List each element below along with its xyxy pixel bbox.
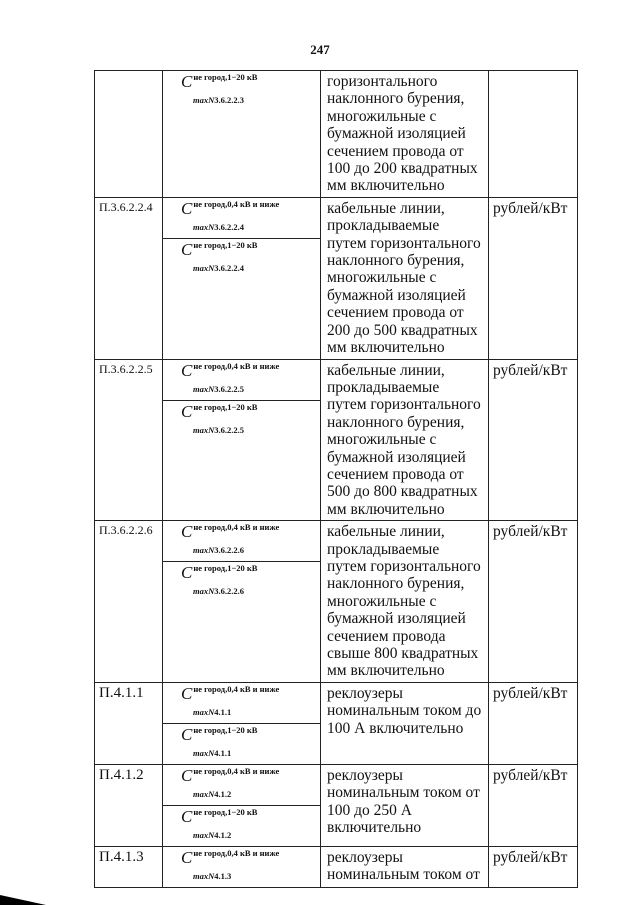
- formula-subscript-number: 3.6.2.2.5: [214, 424, 244, 435]
- formula-superscript: не город,1−20 кВ: [193, 724, 258, 735]
- formula-cell: [163, 359, 321, 521]
- formula-letter: C: [181, 806, 193, 826]
- formula-subscript-var: maxN: [193, 424, 215, 435]
- formula-subscript-var: maxN: [193, 545, 215, 556]
- formula-line: [181, 848, 316, 866]
- formula-subscript-var: maxN: [193, 95, 215, 105]
- formula-subscript-number: 3.6.2.2.6: [214, 586, 244, 597]
- formula-superscript: не город,0,4 кВ и ниже: [193, 847, 280, 858]
- row-unit: рублей/кВт: [489, 521, 578, 683]
- formula-subscript-var: maxN: [193, 747, 215, 758]
- formula: [163, 521, 320, 561]
- formula-subscript: [193, 95, 244, 105]
- table-row: [95, 521, 578, 683]
- formula-line: [181, 807, 316, 825]
- formula-superscript: не город,1−20 кВ: [193, 72, 258, 82]
- formula-subscript: [193, 384, 244, 394]
- formula-superscript: не город,0,4 кВ и ниже: [193, 522, 280, 533]
- formula-subscript-number: 3.6.2.2.4: [214, 262, 244, 273]
- formula-subscript-number: 3.6.2.2.3: [214, 95, 244, 105]
- table-row: [95, 764, 578, 846]
- formula-subscript-var: maxN: [193, 586, 215, 597]
- formula-subscript-var: maxN: [193, 706, 215, 717]
- formula-subscript-number: 4.1.2: [214, 788, 232, 799]
- formula-line: [181, 72, 316, 90]
- formula-subscript-number: 3.6.2.2.5: [214, 383, 244, 394]
- formula-superscript: не город,0,4 кВ и ниже: [193, 198, 280, 209]
- formula-cell: [163, 71, 321, 198]
- tariff-table-body: [95, 71, 578, 888]
- formula-subscript-var: maxN: [193, 870, 215, 881]
- row-unit: [489, 71, 578, 198]
- table-row: [95, 359, 578, 521]
- row-description: реклоузеры номинальным током до 100 А включительно: [321, 682, 489, 764]
- formula-cell: [163, 682, 321, 764]
- formula-line: [181, 361, 316, 379]
- formula-superscript: не город,0,4 кВ и ниже: [193, 360, 280, 371]
- table-row: [95, 197, 578, 359]
- formula-line: [181, 563, 316, 581]
- row-code: П.4.1.2: [95, 764, 163, 846]
- formula-subscript-var: maxN: [193, 829, 215, 840]
- formula: [163, 360, 320, 400]
- corner-arrow-mark: [0, 895, 46, 905]
- page-number: 247: [310, 42, 330, 57]
- row-description: кабельные линии, прокладываемые путем горизонтального наклонного бурения, многожильные с бумажной изоляцией сечением провода от 500 до 800 квадратных мм включительно: [321, 359, 489, 521]
- table-row: [95, 846, 578, 887]
- formula-letter: C: [181, 765, 193, 785]
- formula-superscript: не город,1−20 кВ: [193, 563, 258, 574]
- formula: [163, 561, 320, 602]
- formula-letter: C: [181, 683, 193, 703]
- formula-letter: C: [181, 360, 193, 380]
- formula-subscript-number: 4.1.2: [214, 829, 232, 840]
- formula-subscript-var: maxN: [193, 262, 215, 273]
- row-description: реклоузеры номинальным током от 100 до 250 А включительно: [321, 764, 489, 846]
- formula-subscript-number: 3.6.2.2.4: [214, 221, 244, 232]
- formula-subscript-var: maxN: [193, 221, 215, 232]
- formula-subscript-number: 4.1.3: [214, 870, 232, 881]
- formula-line: [181, 684, 316, 702]
- row-unit: рублей/кВт: [489, 682, 578, 764]
- formula-superscript: не город,1−20 кВ: [193, 806, 258, 817]
- formula-line: [181, 240, 316, 258]
- formula-letter: C: [181, 239, 193, 259]
- formula-line: [181, 522, 316, 540]
- row-description: кабельные линии, прокладываемые путем горизонтального наклонного бурения, многожильные с бумажной изоляцией сечением провода свыше 800 квадратных мм включительно: [321, 521, 489, 683]
- formula-subscript: [193, 789, 231, 799]
- formula-subscript-var: maxN: [193, 788, 215, 799]
- formula: [163, 723, 320, 764]
- formula-superscript: не город,1−20 кВ: [193, 401, 258, 412]
- table-row: [95, 682, 578, 764]
- row-code: П.4.1.1: [95, 682, 163, 764]
- formula-subscript: [193, 222, 244, 232]
- formula-letter: C: [181, 724, 193, 744]
- row-code: П.4.1.3: [95, 846, 163, 887]
- formula-subscript: [193, 586, 244, 596]
- row-code: П.3.6.2.2.5: [95, 359, 163, 521]
- formula-letter: C: [181, 847, 193, 867]
- formula-line: [181, 766, 316, 784]
- formula-letter: C: [181, 72, 193, 91]
- formula: [163, 805, 320, 846]
- formula-subscript-number: 4.1.1: [214, 747, 232, 758]
- row-description: реклоузеры номинальным током от: [321, 846, 489, 887]
- formula-line: [181, 199, 316, 217]
- formula: [163, 847, 320, 887]
- formula-cell: [163, 197, 321, 359]
- formula-subscript: [193, 830, 231, 840]
- formula-letter: C: [181, 522, 193, 542]
- row-code: П.3.6.2.2.4: [95, 197, 163, 359]
- formula: [163, 238, 320, 279]
- formula-cell: [163, 521, 321, 683]
- tariff-table: [94, 70, 578, 888]
- row-description: кабельные линии, прокладываемые путем горизонтального наклонного бурения, многожильные с бумажной изоляцией сечением провода от 200 до 500 квадратных мм включительно: [321, 197, 489, 359]
- row-description: горизонтального наклонного бурения, многожильные с бумажной изоляцией сечением провода от 100 до 200 квадратных мм включительно: [321, 71, 489, 198]
- row-code: [95, 71, 163, 198]
- formula-letter: C: [181, 401, 193, 421]
- formula-subscript: [193, 263, 244, 273]
- formula-subscript: [193, 707, 231, 717]
- row-code: П.3.6.2.2.6: [95, 521, 163, 683]
- formula-subscript: [193, 545, 244, 555]
- formula-subscript-var: maxN: [193, 383, 215, 394]
- formula: [163, 71, 320, 111]
- row-unit: рублей/кВт: [489, 846, 578, 887]
- formula-letter: C: [181, 563, 193, 583]
- formula: [163, 765, 320, 805]
- formula: [163, 400, 320, 441]
- formula-cell: [163, 764, 321, 846]
- formula: [163, 683, 320, 723]
- formula-subscript: [193, 425, 244, 435]
- row-unit: рублей/кВт: [489, 197, 578, 359]
- table-row: [95, 71, 578, 198]
- row-unit: рублей/кВт: [489, 764, 578, 846]
- formula-subscript: [193, 871, 231, 881]
- formula-subscript-number: 4.1.1: [214, 706, 232, 717]
- formula-line: [181, 725, 316, 743]
- formula-subscript: [193, 748, 231, 758]
- formula-superscript: не город,0,4 кВ и ниже: [193, 765, 280, 776]
- formula-cell: [163, 846, 321, 887]
- formula-superscript: не город,1−20 кВ: [193, 239, 258, 250]
- formula-superscript: не город,0,4 кВ и ниже: [193, 683, 280, 694]
- formula: [163, 198, 320, 238]
- formula-letter: C: [181, 198, 193, 218]
- row-unit: рублей/кВт: [489, 359, 578, 521]
- formula-subscript-number: 3.6.2.2.6: [214, 545, 244, 556]
- formula-line: [181, 402, 316, 420]
